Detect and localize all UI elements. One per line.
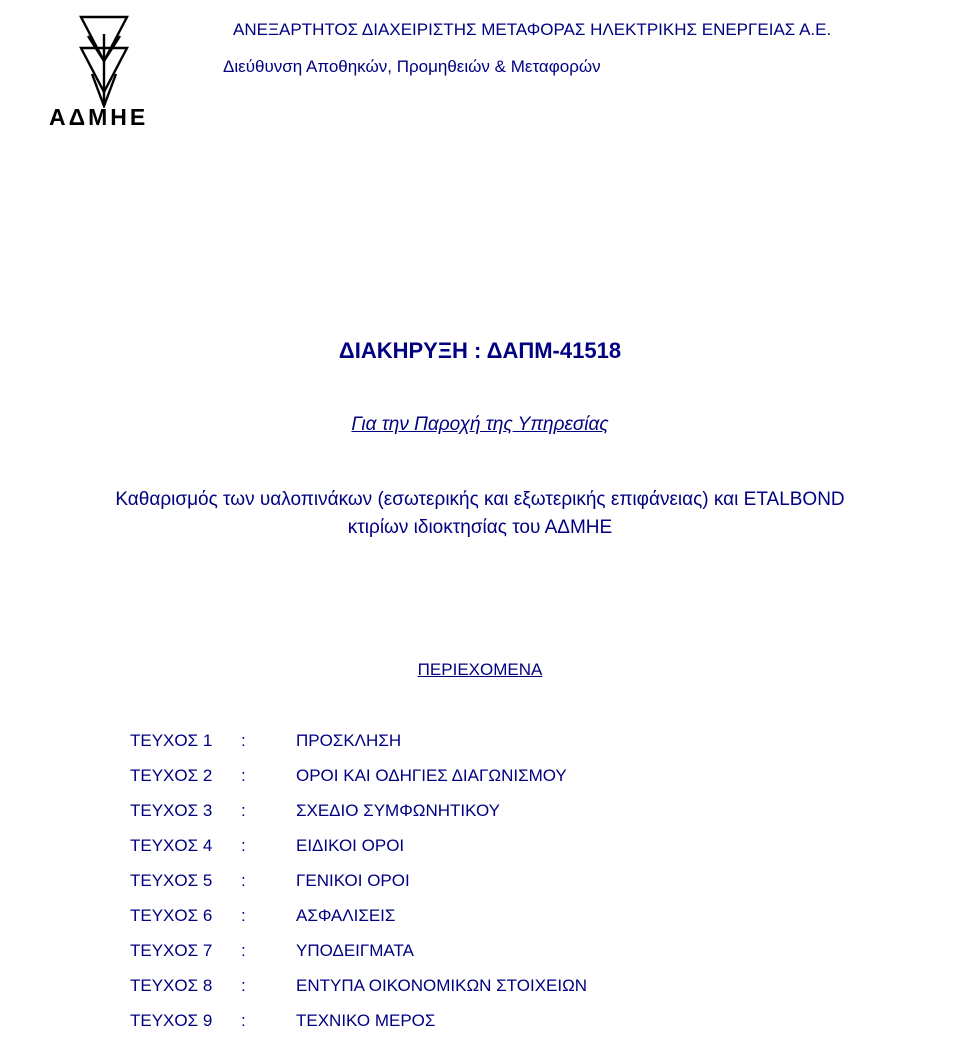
service-description-line-1: Καθαρισμός των υαλοπινάκων (εσωτερικής και εξωτερικής επιφάνειας) και ETALBOND xyxy=(115,489,845,510)
list-item-volume-1 xyxy=(130,730,890,765)
contents-heading: ΠΕΡΙΕΧΟΜΕΝΑ xyxy=(417,660,543,679)
volume-label: ΤΕΥΧΟΣ 3 xyxy=(130,801,213,820)
department-name: Διεύθυνση Αποθηκών, Προμηθειών & Μεταφορών xyxy=(223,57,601,76)
volume-separator: : xyxy=(241,871,246,890)
volume-label: ΤΕΥΧΟΣ 1 xyxy=(130,731,213,750)
list-item-volume-3 xyxy=(130,800,890,835)
list-item-volume-2 xyxy=(130,765,890,800)
company-logo xyxy=(38,8,162,128)
volume-separator: : xyxy=(241,801,246,820)
organization-name: ΑΝΕΞΑΡΤΗΤΟΣ ΔΙΑΧΕΙΡΙΣΤΗΣ ΜΕΤΑΦΟΡΑΣ ΗΛΕΚΤΡΙΚΗΣ ΕΝΕΡΓΕΙΑΣ Α.Ε. xyxy=(233,20,832,39)
admie-logo-mark-icon xyxy=(78,14,130,108)
volume-label: ΤΕΥΧΟΣ 8 xyxy=(130,976,213,995)
service-description-line-2: κτιρίων ιδιοκτησίας του ΑΔΜΗΕ xyxy=(347,517,613,538)
volume-label: ΤΕΥΧΟΣ 7 xyxy=(130,941,213,960)
volume-title: ΑΣΦΑΛΙΣΕΙΣ xyxy=(296,906,396,925)
volume-separator: : xyxy=(241,836,246,855)
volume-title: ΟΡΟΙ ΚΑΙ ΟΔΗΓΙΕΣ ΔΙΑΓΩΝΙΣΜΟΥ xyxy=(296,766,567,785)
list-item-volume-9 xyxy=(130,1010,890,1045)
volume-title: ΤΕΧΝΙΚΟ ΜΕΡΟΣ xyxy=(296,1011,436,1030)
volume-separator: : xyxy=(241,906,246,925)
service-heading: Για την Παροχή της Υπηρεσίας xyxy=(351,414,609,435)
volume-separator: : xyxy=(241,941,246,960)
list-item-volume-6 xyxy=(130,905,890,940)
volume-label: ΤΕΥΧΟΣ 9 xyxy=(130,1011,213,1030)
volume-title: ΕΙΔΙΚΟΙ ΟΡΟΙ xyxy=(296,836,405,855)
volume-separator: : xyxy=(241,976,246,995)
list-item-volume-8 xyxy=(130,975,890,1010)
logo-text: ΑΔΜΗΕ xyxy=(49,104,149,130)
volume-title: ΕΝΤΥΠΑ ΟΙΚΟΝΟΜΙΚΩΝ ΣΤΟΙΧΕΙΩΝ xyxy=(296,976,588,995)
volume-label: ΤΕΥΧΟΣ 5 xyxy=(130,871,213,890)
contents-list xyxy=(130,730,890,1045)
volume-label: ΤΕΥΧΟΣ 2 xyxy=(130,766,213,785)
volume-separator: : xyxy=(241,766,246,785)
volume-title: ΓΕΝΙΚΟΙ ΟΡΟΙ xyxy=(296,871,410,890)
list-item-volume-5 xyxy=(130,870,890,905)
volume-separator: : xyxy=(241,731,246,750)
volume-title: ΣΧΕΔΙΟ ΣΥΜΦΩΝΗΤΙΚΟΥ xyxy=(296,801,500,820)
list-item-volume-4 xyxy=(130,835,890,870)
tender-id: ΔΙΑΚΗΡΥΞΗ : ΔΑΠΜ-41518 xyxy=(338,338,622,363)
volume-title: ΠΡΟΣΚΛΗΣΗ xyxy=(296,731,402,750)
volume-label: ΤΕΥΧΟΣ 4 xyxy=(130,836,213,855)
list-item-volume-7 xyxy=(130,940,890,975)
volume-separator: : xyxy=(241,1011,246,1030)
volume-label: ΤΕΥΧΟΣ 6 xyxy=(130,906,213,925)
volume-title: ΥΠΟΔΕΙΓΜΑΤΑ xyxy=(296,941,414,960)
